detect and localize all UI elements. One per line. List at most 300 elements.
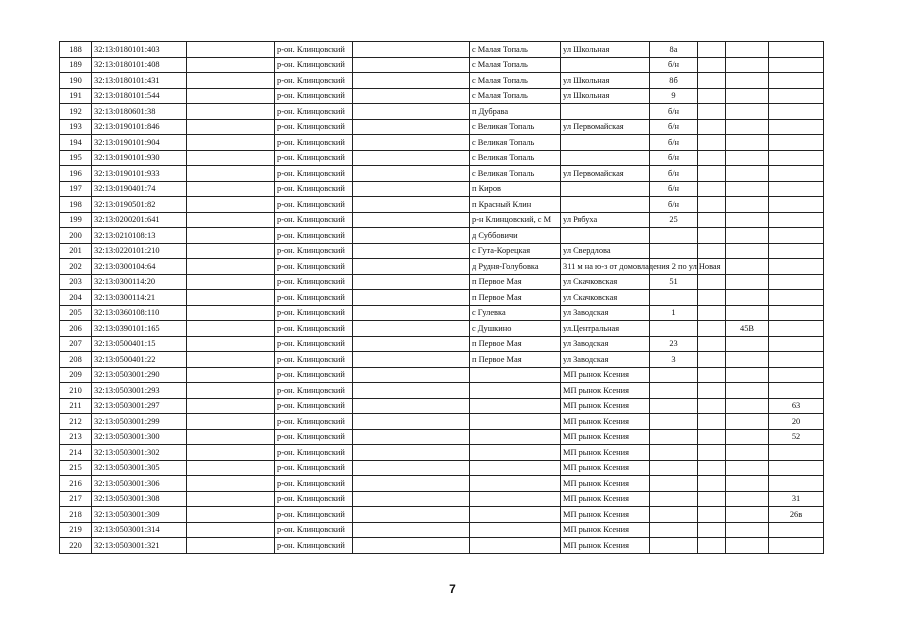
cadastral-number: 32:13:0200201:641 [92, 212, 187, 228]
blank-cell [353, 305, 470, 321]
cadastral-number: 32:13:0190501:82 [92, 197, 187, 213]
house-number-cell: б/н [650, 181, 698, 197]
blank-cell [353, 181, 470, 197]
district-cell: р-он. Клинцовский [275, 352, 353, 368]
table-row [60, 476, 824, 492]
extra-number-cell: 52 [769, 429, 824, 445]
settlement-cell [470, 522, 561, 538]
row-number: 195 [60, 150, 92, 166]
table-row [60, 88, 824, 104]
blank-cell [698, 429, 726, 445]
street-cell: ул Рябуха [561, 212, 650, 228]
district-cell: р-он. Клинцовский [275, 73, 353, 89]
district-cell: р-он. Клинцовский [275, 57, 353, 73]
cadastral-number: 32:13:0500401:15 [92, 336, 187, 352]
house-number-cell [650, 414, 698, 430]
extra-number-cell [769, 150, 824, 166]
building-cell [726, 367, 769, 383]
settlement-cell: д Суббовичи [470, 228, 561, 244]
building-cell [726, 259, 769, 275]
cadastral-number: 32:13:0220101:210 [92, 243, 187, 259]
settlement-cell [470, 367, 561, 383]
building-cell [726, 507, 769, 523]
house-number-cell [650, 429, 698, 445]
district-cell: р-он. Клинцовский [275, 538, 353, 554]
settlement-cell: с Малая Топаль [470, 42, 561, 58]
blank-cell [353, 491, 470, 507]
settlement-cell [470, 460, 561, 476]
extra-number-cell [769, 166, 824, 182]
row-number: 202 [60, 259, 92, 275]
cadastral-number: 32:13:0190101:930 [92, 150, 187, 166]
building-cell [726, 150, 769, 166]
blank-cell [353, 507, 470, 523]
district-cell: р-он. Клинцовский [275, 243, 353, 259]
building-cell [726, 336, 769, 352]
settlement-cell: с Великая Топаль [470, 150, 561, 166]
table-row [60, 243, 824, 259]
blank-cell [698, 321, 726, 337]
extra-number-cell: 31 [769, 491, 824, 507]
blank-cell [187, 383, 275, 399]
blank-cell [353, 243, 470, 259]
row-number: 193 [60, 119, 92, 135]
house-number-cell: б/н [650, 197, 698, 213]
extra-number-cell [769, 181, 824, 197]
street-cell: ул.Центральная [561, 321, 650, 337]
extra-number-cell [769, 197, 824, 213]
building-cell [726, 181, 769, 197]
settlement-cell: р-н Клинцовский, с М [470, 212, 561, 228]
street-cell: ул Первомайская [561, 119, 650, 135]
table-row [60, 522, 824, 538]
blank-cell [353, 336, 470, 352]
extra-number-cell [769, 88, 824, 104]
blank-cell [187, 336, 275, 352]
table-row [60, 42, 824, 58]
blank-cell [187, 212, 275, 228]
district-cell: р-он. Клинцовский [275, 429, 353, 445]
settlement-cell: с Великая Топаль [470, 166, 561, 182]
settlement-cell: с Гута-Корецкая [470, 243, 561, 259]
blank-cell [187, 398, 275, 414]
table-row [60, 150, 824, 166]
extra-number-cell [769, 104, 824, 120]
settlement-cell: п Первое Мая [470, 290, 561, 306]
street-cell: 311 м на ю-з от домовладения 2 по ул Новая [561, 259, 650, 275]
district-cell: р-он. Клинцовский [275, 274, 353, 290]
cadastral-number: 32:13:0300114:21 [92, 290, 187, 306]
extra-number-cell: 63 [769, 398, 824, 414]
extra-number-cell [769, 522, 824, 538]
blank-cell [187, 42, 275, 58]
row-number: 189 [60, 57, 92, 73]
blank-cell [353, 538, 470, 554]
extra-number-cell [769, 259, 824, 275]
table-row [60, 181, 824, 197]
row-number: 194 [60, 135, 92, 151]
street-cell: МП рынок Ксения [561, 445, 650, 461]
house-number-cell: б/н [650, 150, 698, 166]
blank-cell [353, 135, 470, 151]
building-cell [726, 305, 769, 321]
blank-cell [353, 259, 470, 275]
row-number: 199 [60, 212, 92, 228]
cadastral-number: 32:13:0360108:110 [92, 305, 187, 321]
building-cell [726, 73, 769, 89]
settlement-cell: с Великая Топаль [470, 135, 561, 151]
extra-number-cell [769, 57, 824, 73]
blank-cell [698, 274, 726, 290]
row-number: 191 [60, 88, 92, 104]
building-cell [726, 119, 769, 135]
blank-cell [353, 104, 470, 120]
street-cell: МП рынок Ксения [561, 429, 650, 445]
table-row [60, 228, 824, 244]
blank-cell [187, 274, 275, 290]
extra-number-cell [769, 228, 824, 244]
extra-number-cell [769, 367, 824, 383]
house-number-cell [650, 522, 698, 538]
street-cell: ул Школьная [561, 73, 650, 89]
blank-cell [698, 367, 726, 383]
blank-cell [187, 243, 275, 259]
blank-cell [698, 181, 726, 197]
house-number-cell: 3 [650, 352, 698, 368]
district-cell: р-он. Клинцовский [275, 476, 353, 492]
blank-cell [187, 414, 275, 430]
house-number-cell [650, 538, 698, 554]
building-cell [726, 522, 769, 538]
blank-cell [187, 321, 275, 337]
row-number: 204 [60, 290, 92, 306]
blank-cell [353, 352, 470, 368]
row-number: 201 [60, 243, 92, 259]
blank-cell [187, 460, 275, 476]
cadastral-number: 32:13:0503001:308 [92, 491, 187, 507]
blank-cell [698, 166, 726, 182]
row-number: 203 [60, 274, 92, 290]
blank-cell [353, 290, 470, 306]
blank-cell [698, 538, 726, 554]
district-cell: р-он. Клинцовский [275, 522, 353, 538]
blank-cell [698, 150, 726, 166]
table-body [60, 42, 824, 554]
cadastral-number: 32:13:0390101:165 [92, 321, 187, 337]
street-cell: МП рынок Ксения [561, 460, 650, 476]
table-row [60, 166, 824, 182]
district-cell: р-он. Клинцовский [275, 414, 353, 430]
building-cell [726, 383, 769, 399]
blank-cell [698, 398, 726, 414]
blank-cell [698, 104, 726, 120]
street-cell [561, 104, 650, 120]
street-cell: ул Заводская [561, 352, 650, 368]
cadastral-number: 32:13:0503001:314 [92, 522, 187, 538]
building-cell [726, 445, 769, 461]
street-cell: МП рынок Ксения [561, 383, 650, 399]
street-cell: МП рынок Ксения [561, 398, 650, 414]
street-cell: ул Заводская [561, 336, 650, 352]
registry-sheet [59, 41, 824, 554]
extra-number-cell [769, 73, 824, 89]
street-cell: ул Скачковская [561, 290, 650, 306]
house-number-cell: б/н [650, 166, 698, 182]
house-number-cell [650, 445, 698, 461]
settlement-cell [470, 383, 561, 399]
house-number-cell [650, 321, 698, 337]
street-cell: ул Школьная [561, 42, 650, 58]
blank-cell [698, 414, 726, 430]
blank-cell [698, 305, 726, 321]
table-row [60, 73, 824, 89]
house-number-cell: 8а [650, 42, 698, 58]
building-cell [726, 166, 769, 182]
blank-cell [187, 259, 275, 275]
row-number: 197 [60, 181, 92, 197]
blank-cell [698, 460, 726, 476]
blank-cell [353, 150, 470, 166]
blank-cell [187, 538, 275, 554]
blank-cell [353, 274, 470, 290]
table-row [60, 336, 824, 352]
cadastral-number: 32:13:0503001:321 [92, 538, 187, 554]
table-row [60, 119, 824, 135]
building-cell [726, 212, 769, 228]
extra-number-cell [769, 460, 824, 476]
house-number-cell: 8б [650, 73, 698, 89]
district-cell: р-он. Клинцовский [275, 507, 353, 523]
row-number: 192 [60, 104, 92, 120]
settlement-cell [470, 429, 561, 445]
cadastral-number: 32:13:0180101:431 [92, 73, 187, 89]
district-cell: р-он. Клинцовский [275, 398, 353, 414]
row-number: 218 [60, 507, 92, 523]
row-number: 215 [60, 460, 92, 476]
blank-cell [187, 367, 275, 383]
blank-cell [698, 212, 726, 228]
blank-cell [353, 476, 470, 492]
blank-cell [187, 135, 275, 151]
extra-number-cell [769, 336, 824, 352]
extra-number-cell [769, 135, 824, 151]
house-number-cell: б/н [650, 57, 698, 73]
building-cell [726, 57, 769, 73]
land-registry-table [59, 41, 824, 554]
building-cell [726, 243, 769, 259]
settlement-cell: п Киров [470, 181, 561, 197]
settlement-cell [470, 398, 561, 414]
blank-cell [698, 197, 726, 213]
row-number: 208 [60, 352, 92, 368]
blank-cell [187, 305, 275, 321]
blank-cell [187, 181, 275, 197]
row-number: 196 [60, 166, 92, 182]
table-row [60, 398, 824, 414]
street-cell: МП рынок Ксения [561, 491, 650, 507]
district-cell: р-он. Клинцовский [275, 491, 353, 507]
blank-cell [698, 135, 726, 151]
blank-cell [187, 228, 275, 244]
cadastral-number: 32:13:0503001:305 [92, 460, 187, 476]
blank-cell [353, 73, 470, 89]
extra-number-cell [769, 321, 824, 337]
cadastral-number: 32:13:0503001:299 [92, 414, 187, 430]
district-cell: р-он. Клинцовский [275, 445, 353, 461]
blank-cell [698, 57, 726, 73]
table-row [60, 414, 824, 430]
building-cell [726, 414, 769, 430]
settlement-cell [470, 538, 561, 554]
blank-cell [353, 228, 470, 244]
district-cell: р-он. Клинцовский [275, 197, 353, 213]
row-number: 209 [60, 367, 92, 383]
street-cell: ул Заводская [561, 305, 650, 321]
table-row [60, 104, 824, 120]
building-cell [726, 274, 769, 290]
table-row [60, 507, 824, 523]
extra-number-cell [769, 212, 824, 228]
blank-cell [698, 73, 726, 89]
building-cell [726, 104, 769, 120]
district-cell: р-он. Клинцовский [275, 212, 353, 228]
settlement-cell: с Душкино [470, 321, 561, 337]
building-cell: 45В [726, 321, 769, 337]
blank-cell [698, 445, 726, 461]
table-row [60, 305, 824, 321]
blank-cell [353, 42, 470, 58]
blank-cell [698, 507, 726, 523]
row-number: 205 [60, 305, 92, 321]
extra-number-cell [769, 290, 824, 306]
building-cell [726, 476, 769, 492]
blank-cell [353, 445, 470, 461]
settlement-cell: п Первое Мая [470, 274, 561, 290]
table-row [60, 197, 824, 213]
extra-number-cell [769, 445, 824, 461]
settlement-cell [470, 414, 561, 430]
blank-cell [698, 88, 726, 104]
district-cell: р-он. Клинцовский [275, 181, 353, 197]
street-cell [561, 197, 650, 213]
cadastral-number: 32:13:0180101:408 [92, 57, 187, 73]
house-number-cell: 1 [650, 305, 698, 321]
street-cell: МП рынок Ксения [561, 476, 650, 492]
blank-cell [187, 73, 275, 89]
settlement-cell: с Малая Топаль [470, 88, 561, 104]
building-cell [726, 352, 769, 368]
blank-cell [187, 491, 275, 507]
blank-cell [353, 197, 470, 213]
street-cell [561, 135, 650, 151]
district-cell: р-он. Клинцовский [275, 367, 353, 383]
settlement-cell: д Рудня-Голубовка [470, 259, 561, 275]
blank-cell [187, 445, 275, 461]
street-cell: МП рынок Ксения [561, 414, 650, 430]
blank-cell [353, 522, 470, 538]
settlement-cell: с Малая Топаль [470, 73, 561, 89]
table-row [60, 57, 824, 73]
row-number: 188 [60, 42, 92, 58]
table-row [60, 212, 824, 228]
cadastral-number: 32:13:0190101:904 [92, 135, 187, 151]
building-cell [726, 42, 769, 58]
extra-number-cell [769, 352, 824, 368]
district-cell: р-он. Клинцовский [275, 42, 353, 58]
street-cell [561, 228, 650, 244]
blank-cell [698, 522, 726, 538]
cadastral-number: 32:13:0503001:306 [92, 476, 187, 492]
district-cell: р-он. Клинцовский [275, 336, 353, 352]
blank-cell [698, 290, 726, 306]
district-cell: р-он. Клинцовский [275, 119, 353, 135]
blank-cell [353, 119, 470, 135]
blank-cell [187, 119, 275, 135]
settlement-cell: п Красный Клин [470, 197, 561, 213]
blank-cell [353, 57, 470, 73]
blank-cell [698, 336, 726, 352]
blank-cell [187, 57, 275, 73]
settlement-cell: п Дубрава [470, 104, 561, 120]
settlement-cell [470, 491, 561, 507]
table-row [60, 445, 824, 461]
row-number: 213 [60, 429, 92, 445]
blank-cell [187, 104, 275, 120]
blank-cell [187, 476, 275, 492]
extra-number-cell [769, 383, 824, 399]
row-number: 207 [60, 336, 92, 352]
row-number: 220 [60, 538, 92, 554]
extra-number-cell [769, 305, 824, 321]
house-number-cell [650, 290, 698, 306]
district-cell: р-он. Клинцовский [275, 321, 353, 337]
blank-cell [698, 119, 726, 135]
street-cell: МП рынок Ксения [561, 538, 650, 554]
blank-cell [698, 352, 726, 368]
house-number-cell [650, 398, 698, 414]
table-row [60, 383, 824, 399]
street-cell: ул Школьная [561, 88, 650, 104]
district-cell: р-он. Клинцовский [275, 228, 353, 244]
blank-cell [353, 166, 470, 182]
row-number: 190 [60, 73, 92, 89]
house-number-cell [650, 367, 698, 383]
house-number-cell [650, 383, 698, 399]
row-number: 212 [60, 414, 92, 430]
blank-cell [353, 460, 470, 476]
house-number-cell: 51 [650, 274, 698, 290]
building-cell [726, 88, 769, 104]
building-cell [726, 429, 769, 445]
table-row [60, 259, 824, 275]
settlement-cell: с Гулевка [470, 305, 561, 321]
house-number-cell [650, 243, 698, 259]
cadastral-number: 32:13:0503001:309 [92, 507, 187, 523]
extra-number-cell [769, 538, 824, 554]
blank-cell [187, 429, 275, 445]
building-cell [726, 398, 769, 414]
blank-cell [187, 88, 275, 104]
cadastral-number: 32:13:0210108:13 [92, 228, 187, 244]
extra-number-cell [769, 476, 824, 492]
house-number-cell: 25 [650, 212, 698, 228]
cadastral-number: 32:13:0190101:846 [92, 119, 187, 135]
house-number-cell [650, 476, 698, 492]
blank-cell [353, 88, 470, 104]
district-cell: р-он. Клинцовский [275, 166, 353, 182]
cadastral-number: 32:13:0503001:302 [92, 445, 187, 461]
row-number: 217 [60, 491, 92, 507]
